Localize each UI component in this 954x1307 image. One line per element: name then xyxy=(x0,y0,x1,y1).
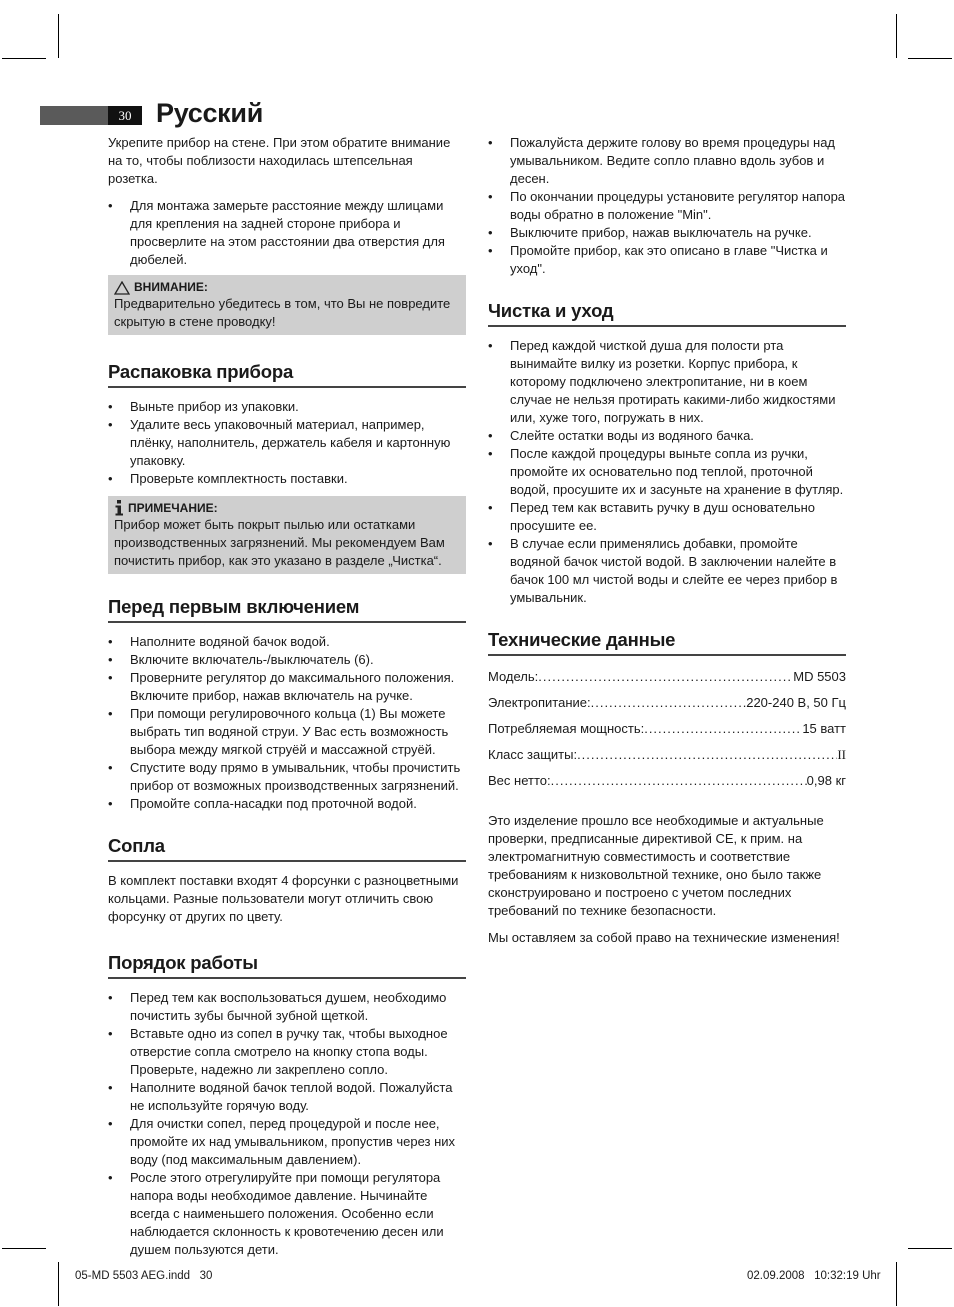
crop-mark xyxy=(896,14,897,58)
intro-text: Укрепите прибор на стене. При этом обратите внимание на то, чтобы поблизости находилась штепсельная розетка. xyxy=(108,135,451,186)
list-item: • Пожалуйста держите голову во время процедуры над умывальником. Ведите сопло плавно вдоль зубов и десен. xyxy=(488,134,846,188)
list-item: • Для очистки сопел, перед процедурой и после нее, промойте их над умывальником, пропустив через них воду (под максимальным давлением). xyxy=(108,1115,466,1169)
list-item: • Удалите весь упаковочный материал, например, плёнку, наполнитель, держатель кабеля и картонную упаковку. xyxy=(108,416,466,470)
spec-leader xyxy=(591,694,747,712)
list-item: • Промойте сопла-насадки под проточной водой. xyxy=(108,795,466,813)
footer-file-info: 05-MD 5503 AEG.indd 30 xyxy=(75,1270,213,1282)
list-item: • Проверните регулятор до максимального положения. Включите прибор, нажав включатель на ручке. xyxy=(108,669,466,705)
crop-mark xyxy=(908,58,952,59)
spec-value: II xyxy=(837,747,846,762)
spec-label: Потребляемая мощность: xyxy=(488,721,645,736)
section-heading-nozzles: Сопла xyxy=(108,835,466,862)
section-heading-care: Чистка и уход xyxy=(488,300,846,327)
list-item: • Выньте прибор из упаковки. xyxy=(108,398,466,416)
crop-mark xyxy=(908,1248,952,1249)
list-item: • Выключите прибор, нажав выключатель на ручке. xyxy=(488,224,846,242)
warning-text: Предварительно убедитесь в том, что Вы не повредите скрытую в стене проводку! xyxy=(114,296,451,329)
warning-label: ВНИМАНИЕ: xyxy=(134,280,208,294)
left-column xyxy=(108,134,466,1259)
unpack-list xyxy=(108,398,466,488)
first-use-list xyxy=(108,633,466,813)
list-item: • Росле этого отрегулируйте при помощи регулятора напора воды необходимое давление. Нычинайте всегда с наименьшего положения. Особенно если наблюдается склонность к кровотечению десен или душем пользуются дети. xyxy=(108,1169,466,1259)
spec-value: 220-240 В, 50 Гц xyxy=(746,695,846,710)
list-item: • Перед тем как вставить ручку в душ основательно просушите ее. xyxy=(488,499,846,535)
list-item: • Слейте остатки воды из водяного бачка. xyxy=(488,427,846,445)
note-text: Прибор может быть покрыт пылью или остатками производственных загрязнений. Мы рекомендуем Вам почистить прибор, как это указано в разделе „Чистка“. xyxy=(114,517,445,568)
spec-leader xyxy=(551,772,807,790)
list-item: • Промойте прибор, как это описано в главе "Чистка и уход". xyxy=(488,242,846,278)
spec-row-model xyxy=(488,668,846,686)
note-box xyxy=(108,496,466,574)
spec-label: Модель: xyxy=(488,669,539,684)
conformity-text: Это изделение прошло все необходимые и актуальные проверки, предписанные директивой CE, к прим. на электромагнитную совместимость и соответствие требованиям к низковольтной технике, оно было также сконструировано и построено с учетом последних требований по технике безопасности. xyxy=(488,813,824,918)
spec-leader xyxy=(538,668,793,686)
crop-mark xyxy=(58,1262,59,1306)
right-column xyxy=(488,134,846,947)
mount-list xyxy=(108,197,466,269)
page-number: 30 xyxy=(108,106,142,125)
spec-row-power-consumption xyxy=(488,720,846,738)
list-item: • По окончании процедуры установите регулятор напора воды обратно в положение "Min". xyxy=(488,188,846,224)
section-heading-tech: Технические данные xyxy=(488,629,846,656)
list-item: • Наполните водяной бачок теплой водой. Пожалуйста не используйте горячую воду. xyxy=(108,1079,466,1115)
nozzles-text: В комплект поставки входят 4 форсунки с разноцветными кольцами. Разные пользователи могут отличить свою форсунку от других по цвету. xyxy=(108,873,459,924)
list-item: • Вставьте одно из сопел в ручку так, чтобы выходное отверстие сопла смотрело на кнопку стопа воды. Проверьте, надежно ли закреплено сопло. xyxy=(108,1025,466,1079)
spec-value: MD 5503 xyxy=(793,669,846,684)
list-item: • Перед каждой чисткой душа для полости рта вынимайте вилку из розетки. Корпус прибора, к которому подключено электропитание, ни в коем случае не нельзя протирать какими-либо жидкостями или, хуже того, погружать в них. xyxy=(488,337,846,427)
list-item: • Проверьте комплектность поставки. xyxy=(108,470,466,488)
spec-label: Электропитание: xyxy=(488,695,591,710)
spec-row-protection-class xyxy=(488,746,846,764)
info-icon xyxy=(114,500,124,516)
crop-mark xyxy=(896,1262,897,1306)
spec-leader xyxy=(577,746,837,764)
list-item: • После каждой процедуры выньте сопла из ручки, промойте их основательно под теплой, проточной водой, просушите их и засуньте на хранение в футляр. xyxy=(488,445,846,499)
spec-row-power-supply xyxy=(488,694,846,712)
section-heading-first-use: Перед первым включением xyxy=(108,596,466,623)
list-item: • Включите включатель-/выключатель (6). xyxy=(108,651,466,669)
reserve-text: Мы оставляем за собой право на технические изменения! xyxy=(488,930,840,945)
procedure-list xyxy=(108,989,466,1259)
section-heading-procedure: Порядок работы xyxy=(108,952,466,979)
crop-mark xyxy=(58,14,59,58)
crop-mark xyxy=(2,58,46,59)
section-heading-unpack: Распаковка прибора xyxy=(108,361,466,388)
care-list xyxy=(488,337,846,607)
spec-value: 15 ватт xyxy=(802,721,846,736)
spec-label: Вес нетто: xyxy=(488,773,551,788)
warning-box xyxy=(108,275,466,335)
list-item: • В случае если применялись добавки, промойте водяной бачок чистой водой. В заключении налейте в бачок 100 мл чистой воды и слейте ее через прибор в умывальник. xyxy=(488,535,846,607)
note-label: ПРИМЕЧАНИЕ: xyxy=(128,501,218,515)
page-title: Русский xyxy=(156,98,263,128)
spec-value: 0,98 кг xyxy=(806,773,846,788)
spec-label: Класс защиты: xyxy=(488,747,578,762)
list-item: • При помощи регулировочного кольца (1) Вы можете выбрать тип водяной струи. У Вас есть возможность выбора между мягкой струёй и массажной струёй. xyxy=(108,705,466,759)
warning-triangle-icon xyxy=(114,281,130,295)
footer-datetime: 02.09.2008 10:32:19 Uhr xyxy=(747,1270,881,1282)
spec-leader xyxy=(644,720,802,738)
spec-list xyxy=(488,668,846,790)
list-item: • Спустите воду прямо в умывальник, чтобы прочистить прибор от возможных производственных загрязнений. xyxy=(108,759,466,795)
list-item: • Наполните водяной бачок водой. xyxy=(108,633,466,651)
list-item: • Для монтажа замерьте расстояние между шлицами для крепления на задней стороне прибора и просверлите на этом расстоянии два отверстия для дюбелей. xyxy=(108,197,466,269)
crop-mark xyxy=(2,1248,46,1249)
procedure-cont-list xyxy=(488,134,846,278)
list-item: • Перед тем как воспользоваться душем, необходимо почистить зубы бычной зубной щеткой. xyxy=(108,989,466,1025)
spec-row-net-weight xyxy=(488,772,846,790)
